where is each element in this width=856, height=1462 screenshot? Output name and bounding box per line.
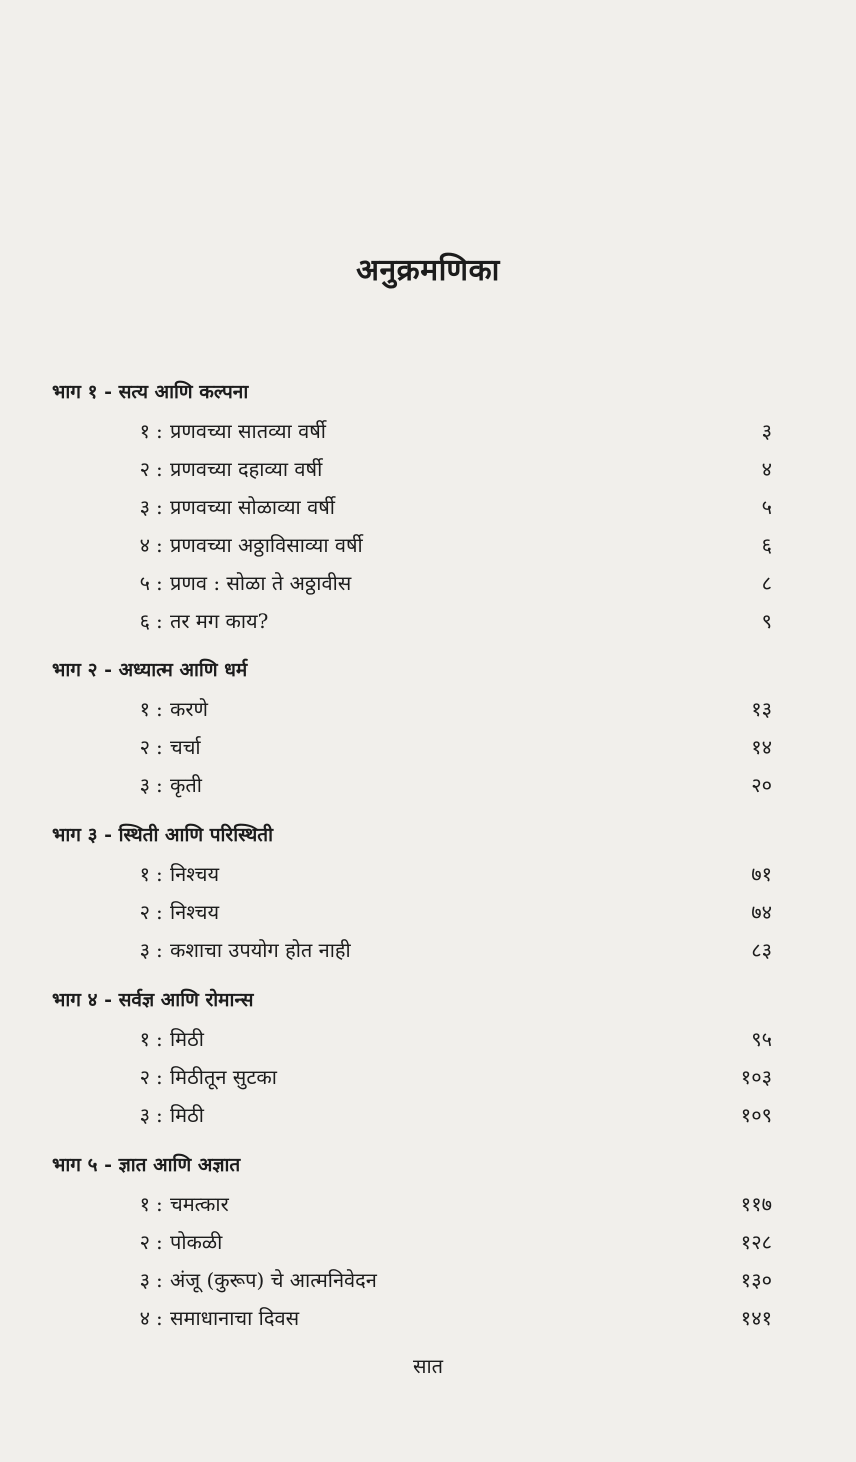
entry-number: १ [139, 862, 150, 886]
entry-title: प्रणवच्या सोळाव्या वर्षी [170, 495, 335, 519]
entry-separator: : [156, 533, 163, 557]
entry-separator: : [156, 697, 163, 721]
part-heading: भाग १ - सत्य आणि कल्पना [52, 381, 249, 403]
toc-entry [52, 690, 772, 728]
entry-number: १ [139, 419, 150, 443]
page-title: अनुक्रमणिका [356, 253, 500, 288]
entry-number: १ [139, 1192, 150, 1216]
entry-separator: : [156, 1192, 163, 1216]
toc-entry [52, 450, 772, 488]
entry-page: ९५ [751, 1027, 772, 1051]
entry-separator: : [156, 938, 163, 962]
toc-entry [52, 602, 772, 640]
entry-separator: : [156, 495, 163, 519]
toc-entry [52, 766, 772, 804]
entry-title: अंजू (कुरूप) चे आत्मनिवेदन [170, 1268, 377, 1292]
toc-entry [52, 412, 772, 450]
toc-entry [52, 931, 772, 969]
entry-page: १४१ [740, 1306, 772, 1330]
entry-separator: : [156, 457, 163, 481]
entry-page: ७१ [751, 862, 772, 886]
entry-separator: : [156, 1268, 163, 1292]
entry-number: ३ [139, 773, 150, 797]
entry-number: ४ [139, 1306, 150, 1330]
entry-number: २ [139, 457, 150, 481]
toc-entry [52, 1020, 772, 1058]
toc-entry [52, 1261, 772, 1299]
entry-title: मिठीतून सुटका [170, 1065, 277, 1089]
entry-page: ९ [761, 609, 772, 633]
toc-entry [52, 1185, 772, 1223]
entry-title: कृती [170, 773, 202, 797]
part-2 [52, 650, 772, 797]
entry-page: १०९ [740, 1103, 772, 1127]
entry-separator: : [156, 419, 163, 443]
entry-title: मिठी [170, 1027, 204, 1051]
entry-page: २० [751, 773, 772, 797]
page-number-footer: सात [412, 1354, 444, 1378]
toc-entry [52, 488, 772, 526]
entry-page: १२८ [740, 1230, 772, 1254]
entry-page: ७४ [751, 900, 772, 924]
entry-page: ३ [761, 419, 772, 443]
entry-separator: : [156, 1103, 163, 1127]
toc-entry [52, 564, 772, 602]
entry-number: १ [139, 1027, 150, 1051]
entry-page: ११७ [740, 1192, 772, 1216]
toc-entry [52, 728, 772, 766]
entry-title: चमत्कार [170, 1192, 229, 1216]
entry-separator: : [156, 1306, 163, 1330]
entry-title: प्रणवच्या सातव्या वर्षी [170, 419, 326, 443]
entry-title: करणे [170, 697, 208, 721]
entry-separator: : [156, 1027, 163, 1051]
entry-number: २ [139, 1230, 150, 1254]
entry-number: २ [139, 735, 150, 759]
entry-title: चर्चा [170, 735, 201, 759]
entry-separator: : [156, 571, 163, 595]
entry-title: मिठी [170, 1103, 204, 1127]
entry-page: ६ [761, 533, 772, 557]
entry-title: कशाचा उपयोग होत नाही [170, 938, 351, 962]
entry-page: १३० [740, 1268, 772, 1292]
entry-number: १ [139, 697, 150, 721]
part-heading: भाग ३ - स्थिती आणि परिस्थिती [52, 824, 274, 846]
entry-page: १०३ [740, 1065, 772, 1089]
entry-title: समाधानाचा दिवस [170, 1306, 300, 1330]
toc-entry [52, 1096, 772, 1134]
toc-entry [52, 893, 772, 931]
entry-number: ३ [139, 1103, 150, 1127]
entry-number: ३ [139, 1268, 150, 1292]
toc-entry [52, 855, 772, 893]
entry-page: ८ [761, 571, 772, 595]
entry-title: प्रणव : सोळा ते अठ्ठावीस [170, 571, 352, 595]
entry-title: निश्चय [170, 900, 220, 924]
entry-page: ४ [761, 457, 772, 481]
entry-separator: : [156, 900, 163, 924]
entry-title: प्रणवच्या दहाव्या वर्षी [170, 457, 323, 481]
entry-number: २ [139, 1065, 150, 1089]
entry-number: २ [139, 900, 150, 924]
part-heading: भाग २ - अध्यात्म आणि धर्म [52, 659, 248, 681]
part-3 [52, 815, 772, 962]
toc-entry [52, 1299, 772, 1337]
toc-entry [52, 526, 772, 564]
entry-title: निश्चय [170, 862, 220, 886]
entry-title: तर मग काय? [170, 609, 269, 633]
entry-title: प्रणवच्या अठ्ठाविसाव्या वर्षी [170, 533, 363, 557]
entry-page: १३ [751, 697, 772, 721]
part-5 [52, 1145, 772, 1330]
entry-number: ३ [139, 495, 150, 519]
entry-number: ४ [139, 533, 150, 557]
part-4 [52, 980, 772, 1127]
entry-separator: : [156, 1230, 163, 1254]
entry-number: ६ [139, 609, 150, 633]
entry-separator: : [156, 735, 163, 759]
part-heading: भाग ५ - ज्ञात आणि अज्ञात [52, 1154, 241, 1176]
entry-title: पोकळी [170, 1230, 223, 1254]
entry-separator: : [156, 1065, 163, 1089]
entry-separator: : [156, 862, 163, 886]
entry-page: ५ [761, 495, 772, 519]
entry-separator: : [156, 773, 163, 797]
toc-entry [52, 1223, 772, 1261]
entry-separator: : [156, 609, 163, 633]
entry-number: ३ [139, 938, 150, 962]
entry-number: ५ [139, 571, 150, 595]
part-1 [52, 372, 772, 633]
toc-entry [52, 1058, 772, 1096]
entry-page: ८३ [751, 938, 772, 962]
entry-page: १४ [751, 735, 772, 759]
part-heading: भाग ४ - सर्वज्ञ आणि रोमान्स [52, 989, 254, 1011]
